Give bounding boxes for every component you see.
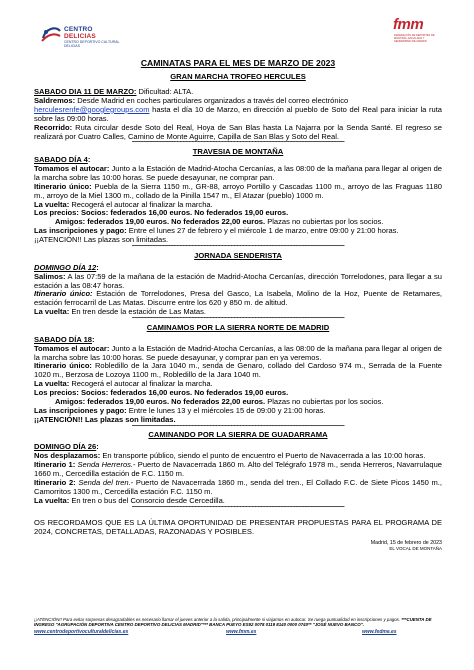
s5-day: DOMINGO DÍA 26: [34,442,99,452]
s3-vuelta: La vuelta: En tren desde la estación de Las Matas. [34,307,206,317]
s5-itinerario2: Itinerario 2: Senda del tren.- Puerto de Navacerrada 1860 m., senda del tren., El Collado F.C. de Siete Picos 1450 m., Camorritos 1300 m., Cercedilla estación F.C. 1150 m. [34,478,442,496]
divider: ********************************************************************************************************************************************** [131,505,345,511]
s1-recorrido: Recorrido: Ruta circular desde Soto del Real, Hoya de San Blas hasta La Najarra por la Senda Santé. El regreso se realizará por Cuatro Calles, Camino de Monte Aguirre, Capilla de San Blas y Soto del Real. [34,122,442,141]
event-subtitle: GRAN MARCHA TROFEO HERCULES [170,72,306,81]
s5-desplazamos: Nos desplazamos: En transporte público, siendo el punto de encuentro el Puerto de Navacerrada a las 10:00 horas. [34,451,426,461]
s2-title: TRAVESIA DE MONTAÑA [192,147,284,157]
closing-note: OS RECORDAMOS QUE ES LA ÚLTIMA OPORTUNIDAD DE PRESENTAR PROPUESTAS PARA EL PROGRAMA DE 2024, CONCRETAS, DETALLADAS, RAZONADAS Y POSIBLES. [34,518,442,537]
s2-autocar: Tomamos el autocar: Junto a la Estación de Madrid-Atocha Cercanías, a las 08:00 de la mañana para llegar al origen de la marcha sobre las 10:00 horas. Se puede desayunar, ne comprar pan. [34,163,442,182]
s5-vuelta: La vuelta: En tren o bus del Consorcio desde Cercedilla. [34,495,225,505]
s4-amigos: Amigos: federados 19,00 euros. No federados 22,00 euros. Plazas no cubiertas por los socios. [54,397,384,407]
s2-vuelta: La vuelta: Recogerá el autocar al finalizar la marcha. [34,199,213,209]
s3-salimos: Salimos: A las 07:59 de la mañana de la estación de Madrid-Atocha Cercanías, dirección Torrelodones, para llegar a su estación a las 08:47 horas. [34,271,442,290]
footer-bank-account: ***CUENTA DE INGRESO "AGRUPACIÓN DEPORTIVA CENTRO DEPORTIVO DELICIAS MADRID"*** BANCA PUEYO ES92 0078 0119 8140 0000 0740** "JOSÉ NUEVO BANCO". [34,617,432,628]
s3-itinerario: Itinerario único: Estación de Torrelodones, Presa del Gasco, La Isabela, Molino de la Hoz, Puente de Retamares, estación ferrocarril de Las Matas. Discurre entre los 620 y 850 m. de altitud. [34,289,442,308]
s4-precios: Los precios: Socios: federados 16,00 euros. No federados 19,00 euros. [34,388,289,398]
divider: ********************************************************************************************************************************************** [131,424,345,430]
s2-day: SABADO DÍA 4: [34,155,91,165]
footer-links [34,630,442,638]
logo-line2: DELICIAS [64,33,96,40]
s4-inscripciones: Las inscripciones y pago: Entre le lunes 13 y el miércoles 15 de 09:00 y 21:00 horas. [34,405,326,415]
s4-atencion: ¡¡ATENCIÓN!! Las plazas son limitadas. [34,414,176,424]
s1-difficulty: Dificultad: ALTA. [136,87,194,96]
logo-line1: CENTRO [64,26,93,33]
divider: ********************************************************************************************************************************************** [131,141,345,147]
swirl-logo-icon [40,24,62,44]
footer-warning: ¡¡ATENCIÓN!! Para evitar sorpresas desagradables es necesario llamar el jueves anterior a la salida, principalmente si viajamos en autocar. Se ruega puntualidad en inscripciones y pagos. ***CUENTA DE INGRESO "AGRUPACIÓN DEPORTIVA CENTRO DEPORTIVO DELICIAS MADRID"*** BANCA PUEYO ES92 0078 0119 8140 0000 0740** "JOSÉ NUEVO BANCO". [34,617,432,628]
document-date: Madrid, 15 de febrero de 2023 [370,540,442,547]
s1-salida: Saldremos: Desde Madrid en coches particulares organizados a través del correo electrónico herculesrenfe@googlegroups.com hasta el día 10 de Marzo, en dirección al pueblo de Soto del Real para iniciar la ruta sobre las 09:00 horas. [34,95,442,123]
email-link[interactable]: herculesrenfe@googlegroups.com [34,104,150,114]
s2-atencion: ¡¡ATENCIÓN!! Las plazas son limitadas. [34,235,169,245]
divider: ********************************************************************************************************************************************** [131,245,345,251]
fmm-subtitle: FEDERACIÓN DE DEPORTES DE MONTAÑA, ESCALADA Y SENDERISMO DE MADRID [394,34,435,43]
link-centro-delicias[interactable]: www.centrodeportivoculturaldelicias.es [34,629,129,636]
s2-itinerario: Itinerario único: Puebla de la Sierra 1150 m., GR-88, arroyo Portillo y Cascadas 1100 m., arroyo de las Fraguas 1180 m., arroyo de la Miel 1300 m., collado de la Pinilla 1547 m., El Atazar (pueblo) 1000 m. [34,181,442,200]
page-title: CAMINATAS PARA EL MES DE MARZO DE 2023 [140,58,336,68]
link-fmm[interactable]: www.fmm.es [226,629,257,636]
s2-amigos: Amigos: federados 19,00 euros. No federados 22,00 euros. Plazas no cubiertas por los socios. [54,217,384,227]
fmm-brand: fmm [393,16,424,33]
footer [34,617,442,638]
s2-precios: Los precios: Socios: federados 16,00 euros. No federados 19,00 euros. [34,208,289,218]
s3-day: DOMINGO DÍA 12: [34,262,99,272]
s4-vuelta: La vuelta: Recogerá el autocar al finalizar la marcha. [34,379,213,389]
s4-title: CAMINAMOS POR LA SIERRA NORTE DE MADRID [146,322,330,332]
link-fedme[interactable]: www.fedme.es [362,629,397,636]
s4-itinerario: Itinerario único: Robledillo de la Jara 1040 m., senda de Genaro, collado del Cardoso 974 m., Serrada de la Fuente 1020 m., Berzosa de Lozoya 1100 m., Robledillo de la Jara 1040 m. [34,361,442,380]
logo-line3: CENTRO DEPORTIVO CULTURAL DELICIAS [64,40,120,48]
s3-title: JORNADA SENDERISTA [194,250,282,260]
centro-delicias-logo[interactable] [40,22,132,48]
s4-day: SABADO DÍA 18: [34,334,95,344]
s4-autocar: Tomamos el autocar: Junto a la Estación de Madrid-Atocha Cercanías, a las 08:00 de la mañana para llegar al origen de la marcha sobre las 10:00 horas. Se puede desayunar, y comprar pan en ya veremos. [34,343,442,362]
document-body [34,58,442,551]
fmm-logo[interactable] [393,16,441,50]
divider: ********************************************************************************************************************************************** [131,317,345,323]
s2-inscripciones: Las inscripciones y pago: Entre el lunes 27 de febrero y el miércole 1 de marzo, entre 09:00 y 21:00 horas. [34,226,399,236]
s5-title: CAMINANDO POR LA SIERRA DE GUADARRAMA [148,430,328,440]
signature-role: EL VOCAL DE MONTAÑA [389,546,442,552]
s1-day: SABADO DIA 11 DE MARZO: [34,87,137,96]
s5-itinerario1: Itinerario 1: Senda Herreros.- Puerto de Navacerrada 1860 m. Alto del Telégrafo 1978 m., senda Herreros, Navarrulaque 1660 m., Cercedilla estación de F.C. 1150 m. [34,460,442,479]
